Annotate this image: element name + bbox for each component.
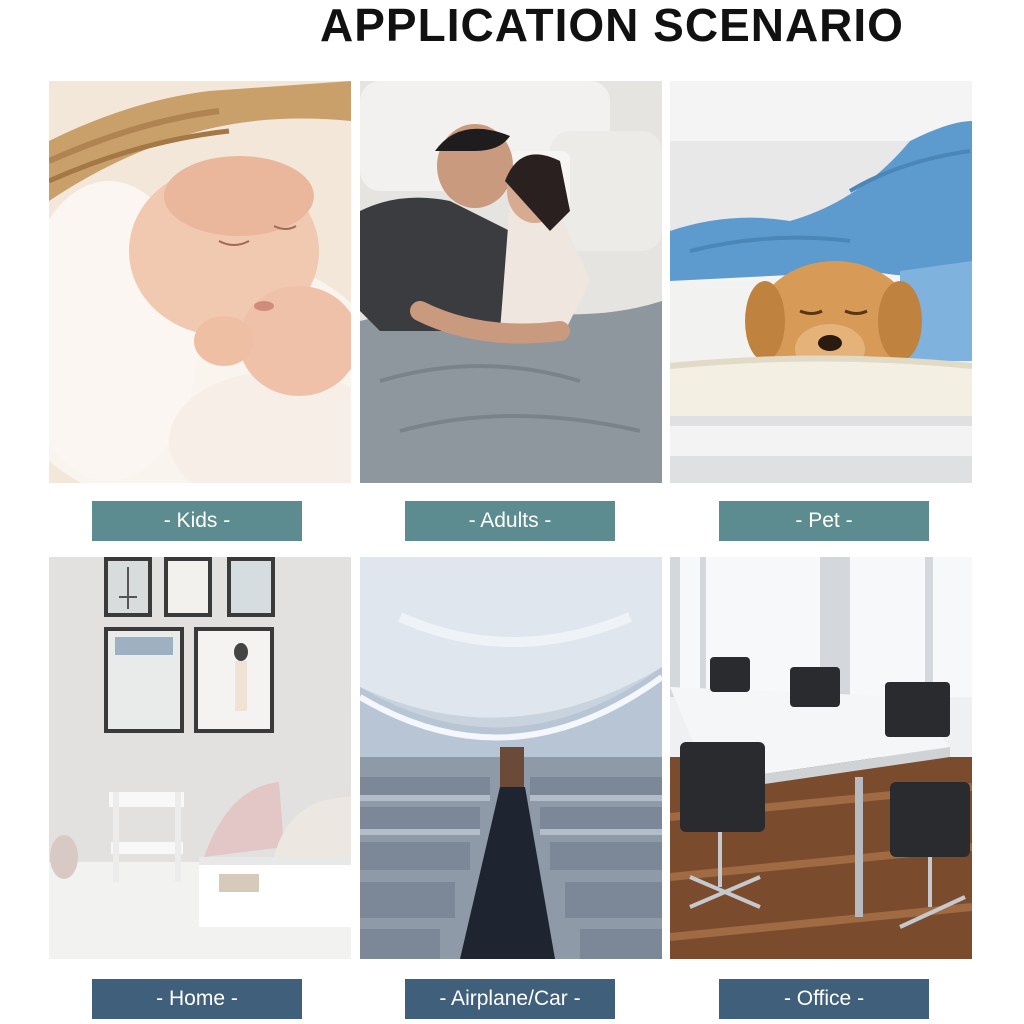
- pet-photo: [670, 81, 972, 483]
- airplane-car-label: - Airplane/Car -: [405, 979, 615, 1019]
- home-label: - Home -: [92, 979, 302, 1019]
- kids-label: - Kids -: [92, 501, 302, 541]
- pet-label: - Pet -: [719, 501, 929, 541]
- office-photo: [670, 557, 972, 959]
- adults-label: - Adults -: [405, 501, 615, 541]
- adults-photo: [360, 81, 662, 483]
- office-label: - Office -: [719, 979, 929, 1019]
- kids-photo: [49, 81, 351, 483]
- airplane-photo: [360, 557, 662, 959]
- home-photo: [49, 557, 351, 959]
- page-title: APPLICATION SCENARIO: [320, 0, 904, 51]
